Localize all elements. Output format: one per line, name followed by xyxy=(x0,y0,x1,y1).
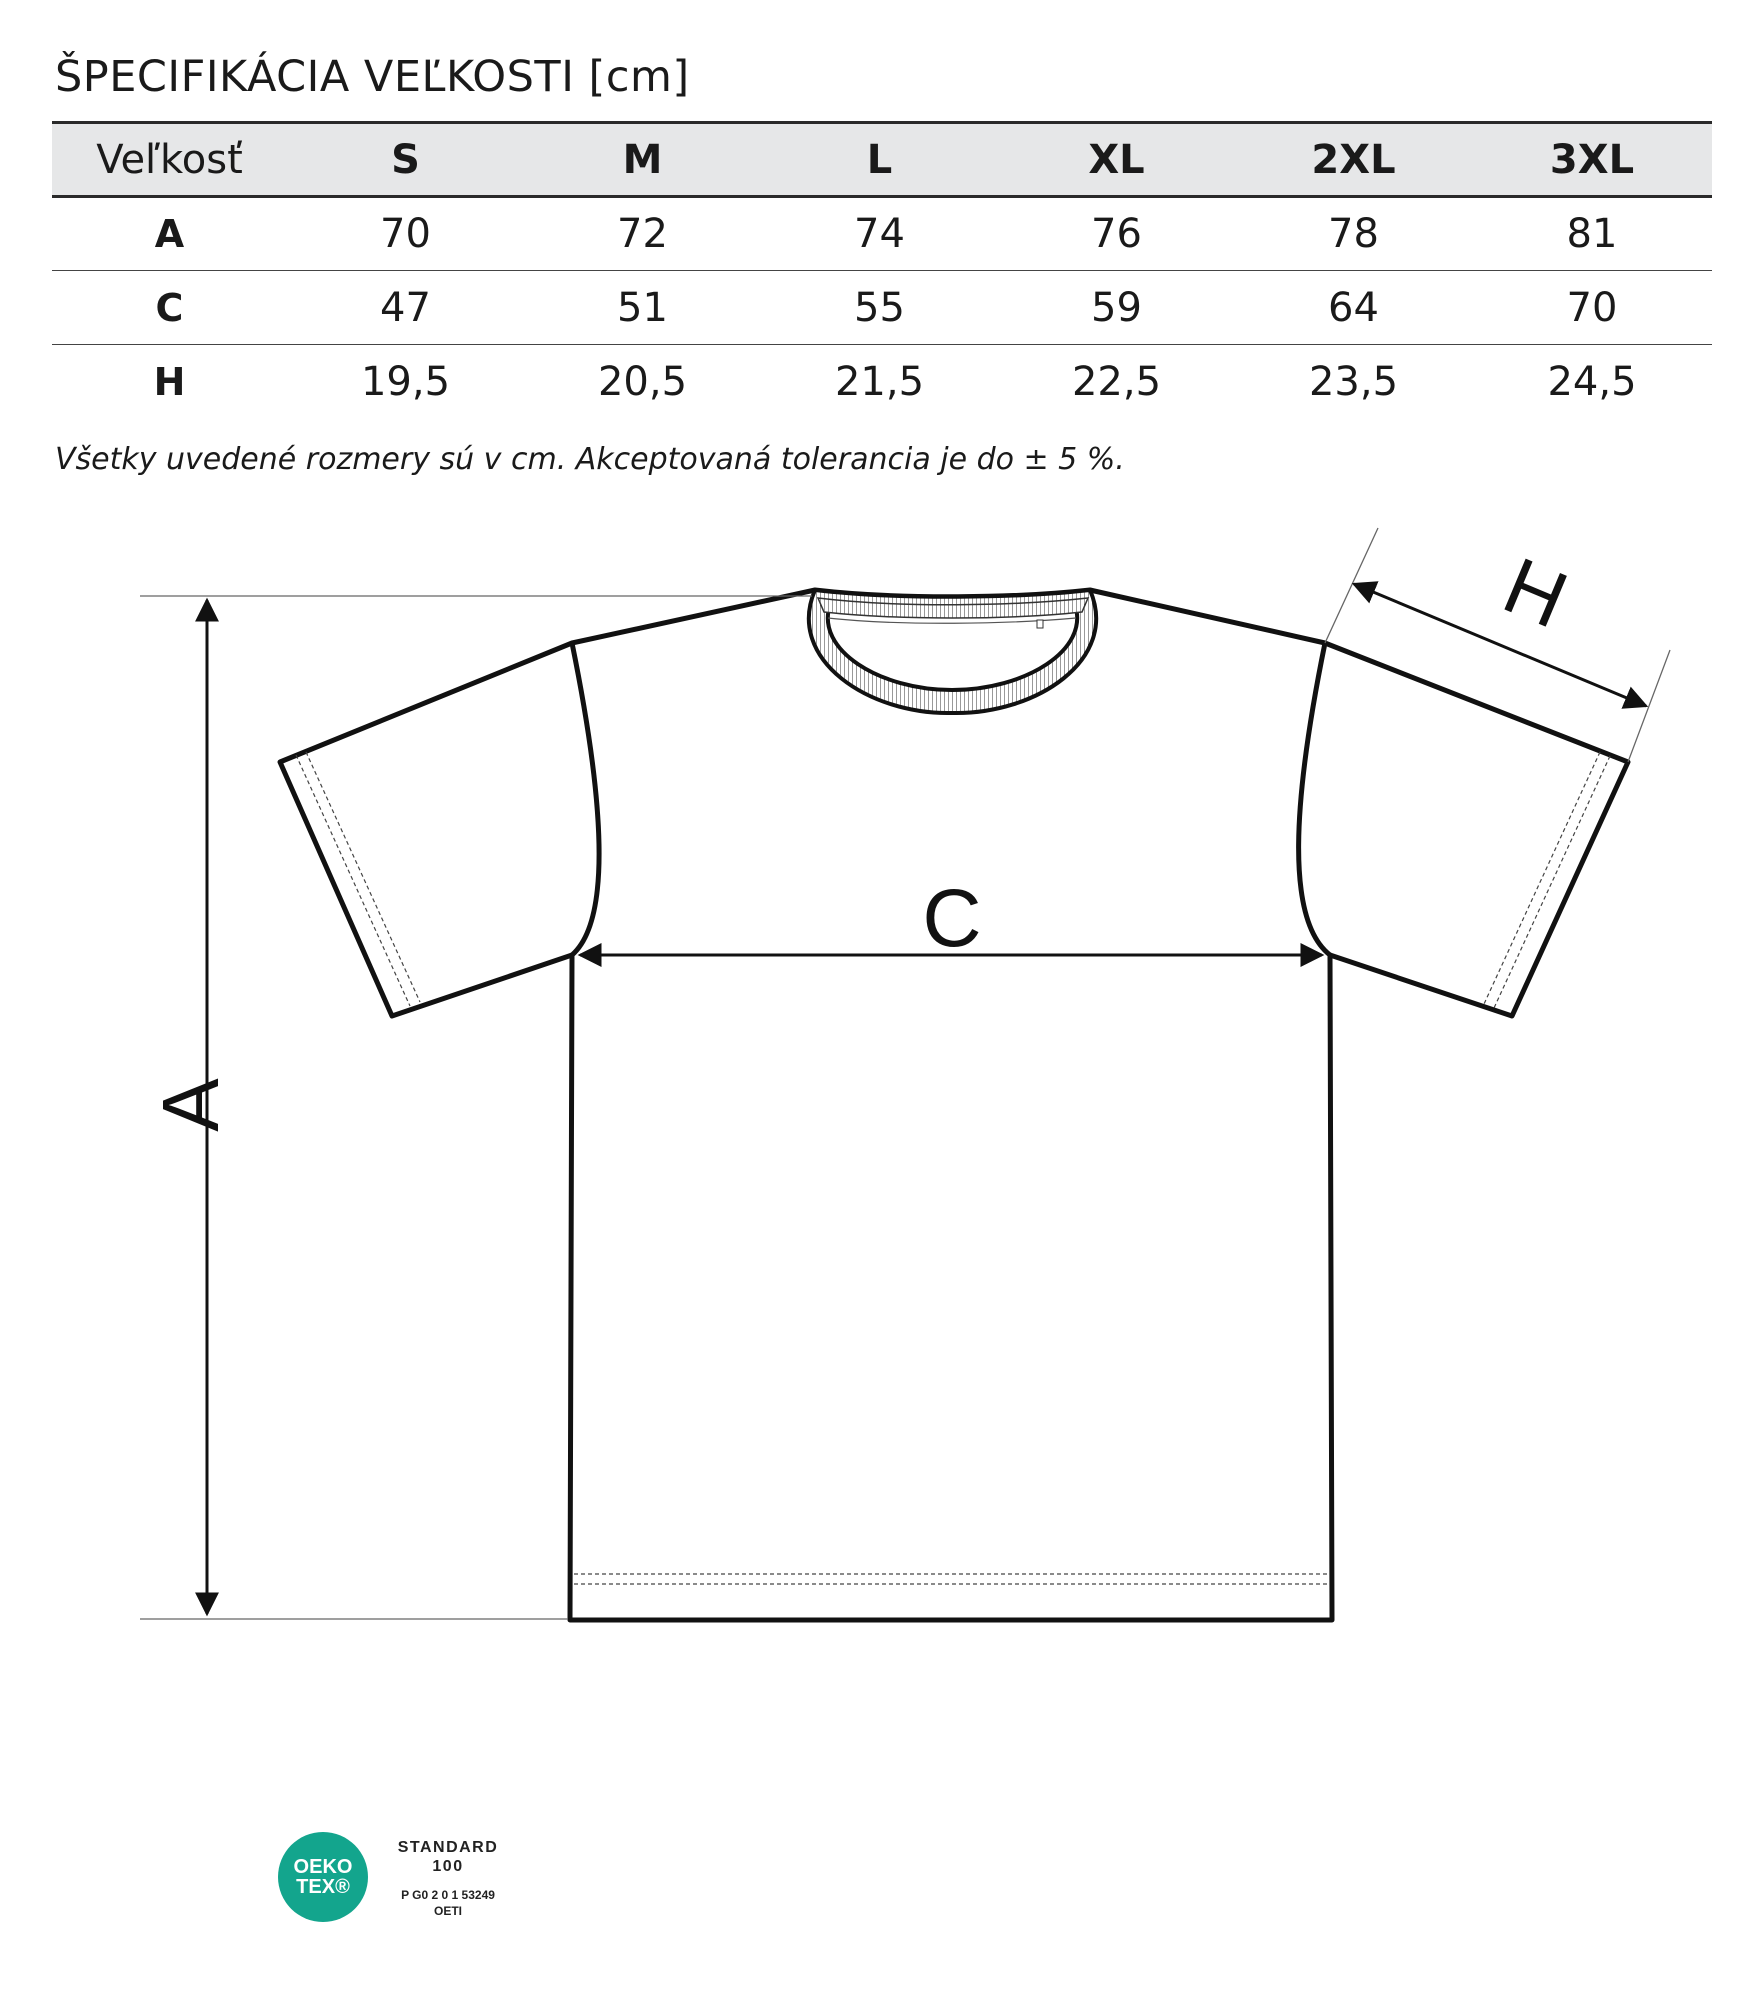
row-label: A xyxy=(154,212,185,256)
table-cell: 74 xyxy=(854,211,905,257)
table-cell: 24,5 xyxy=(1547,358,1637,405)
table-cell: 19,5 xyxy=(360,358,451,405)
size-header: XL xyxy=(1088,136,1145,183)
table-cell: 22,5 xyxy=(1071,358,1162,405)
certificate-code xyxy=(378,1887,518,1919)
size-header: L xyxy=(866,136,893,183)
table-cell: 70 xyxy=(380,211,431,257)
certifier-name: OETI xyxy=(433,1904,462,1918)
table-cell: 20,5 xyxy=(597,358,688,405)
row-label: H xyxy=(153,359,186,404)
certificate-number: P G0 2 0 1 53249 xyxy=(401,1888,495,1902)
h-extension-outer xyxy=(1628,650,1670,762)
size-header: M xyxy=(622,136,663,183)
h-label: H xyxy=(1491,540,1580,645)
table-cell: 47 xyxy=(380,284,431,331)
standard-label xyxy=(378,1838,518,1876)
table-cell: 70 xyxy=(1566,284,1618,331)
a-label: A xyxy=(146,1078,235,1132)
table-cell: 59 xyxy=(1091,284,1142,331)
size-header: 3XL xyxy=(1549,136,1635,183)
table-cell: 76 xyxy=(1091,211,1142,257)
size-header: 2XL xyxy=(1311,136,1396,183)
table-cell: 78 xyxy=(1328,211,1379,257)
table-cell: 21,5 xyxy=(834,358,925,405)
care-label xyxy=(1037,620,1043,628)
oeko-text: OEKO xyxy=(293,1856,353,1878)
h-extension-inner xyxy=(1325,528,1378,643)
standard-number: 100 xyxy=(432,1858,464,1875)
tolerance-note: Všetky uvedené rozmery sú v cm. Akceptovaná tolerancia je do ± 5 %. xyxy=(55,442,1125,477)
tshirt-outline xyxy=(280,590,1628,1620)
standard-text: STANDARD xyxy=(397,1839,499,1856)
c-label: C xyxy=(922,873,982,964)
table-cell: 51 xyxy=(617,284,668,331)
tex-text: TEX® xyxy=(296,1876,350,1898)
table-cell: 55 xyxy=(854,284,905,331)
table-cell: 72 xyxy=(617,211,668,257)
size-header: S xyxy=(391,136,420,183)
page-title: ŠPECIFIKÁCIA VEĽKOSTI [cm] xyxy=(55,52,690,102)
oeko-tex-badge xyxy=(278,1832,368,1922)
size-header-label: Veľkosť xyxy=(96,136,243,183)
table-cell: 81 xyxy=(1566,211,1618,257)
oeko-tex-logo xyxy=(278,1832,518,1922)
table-cell: 64 xyxy=(1328,284,1379,331)
table-cell: 23,5 xyxy=(1308,358,1399,405)
row-label: C xyxy=(155,285,184,330)
